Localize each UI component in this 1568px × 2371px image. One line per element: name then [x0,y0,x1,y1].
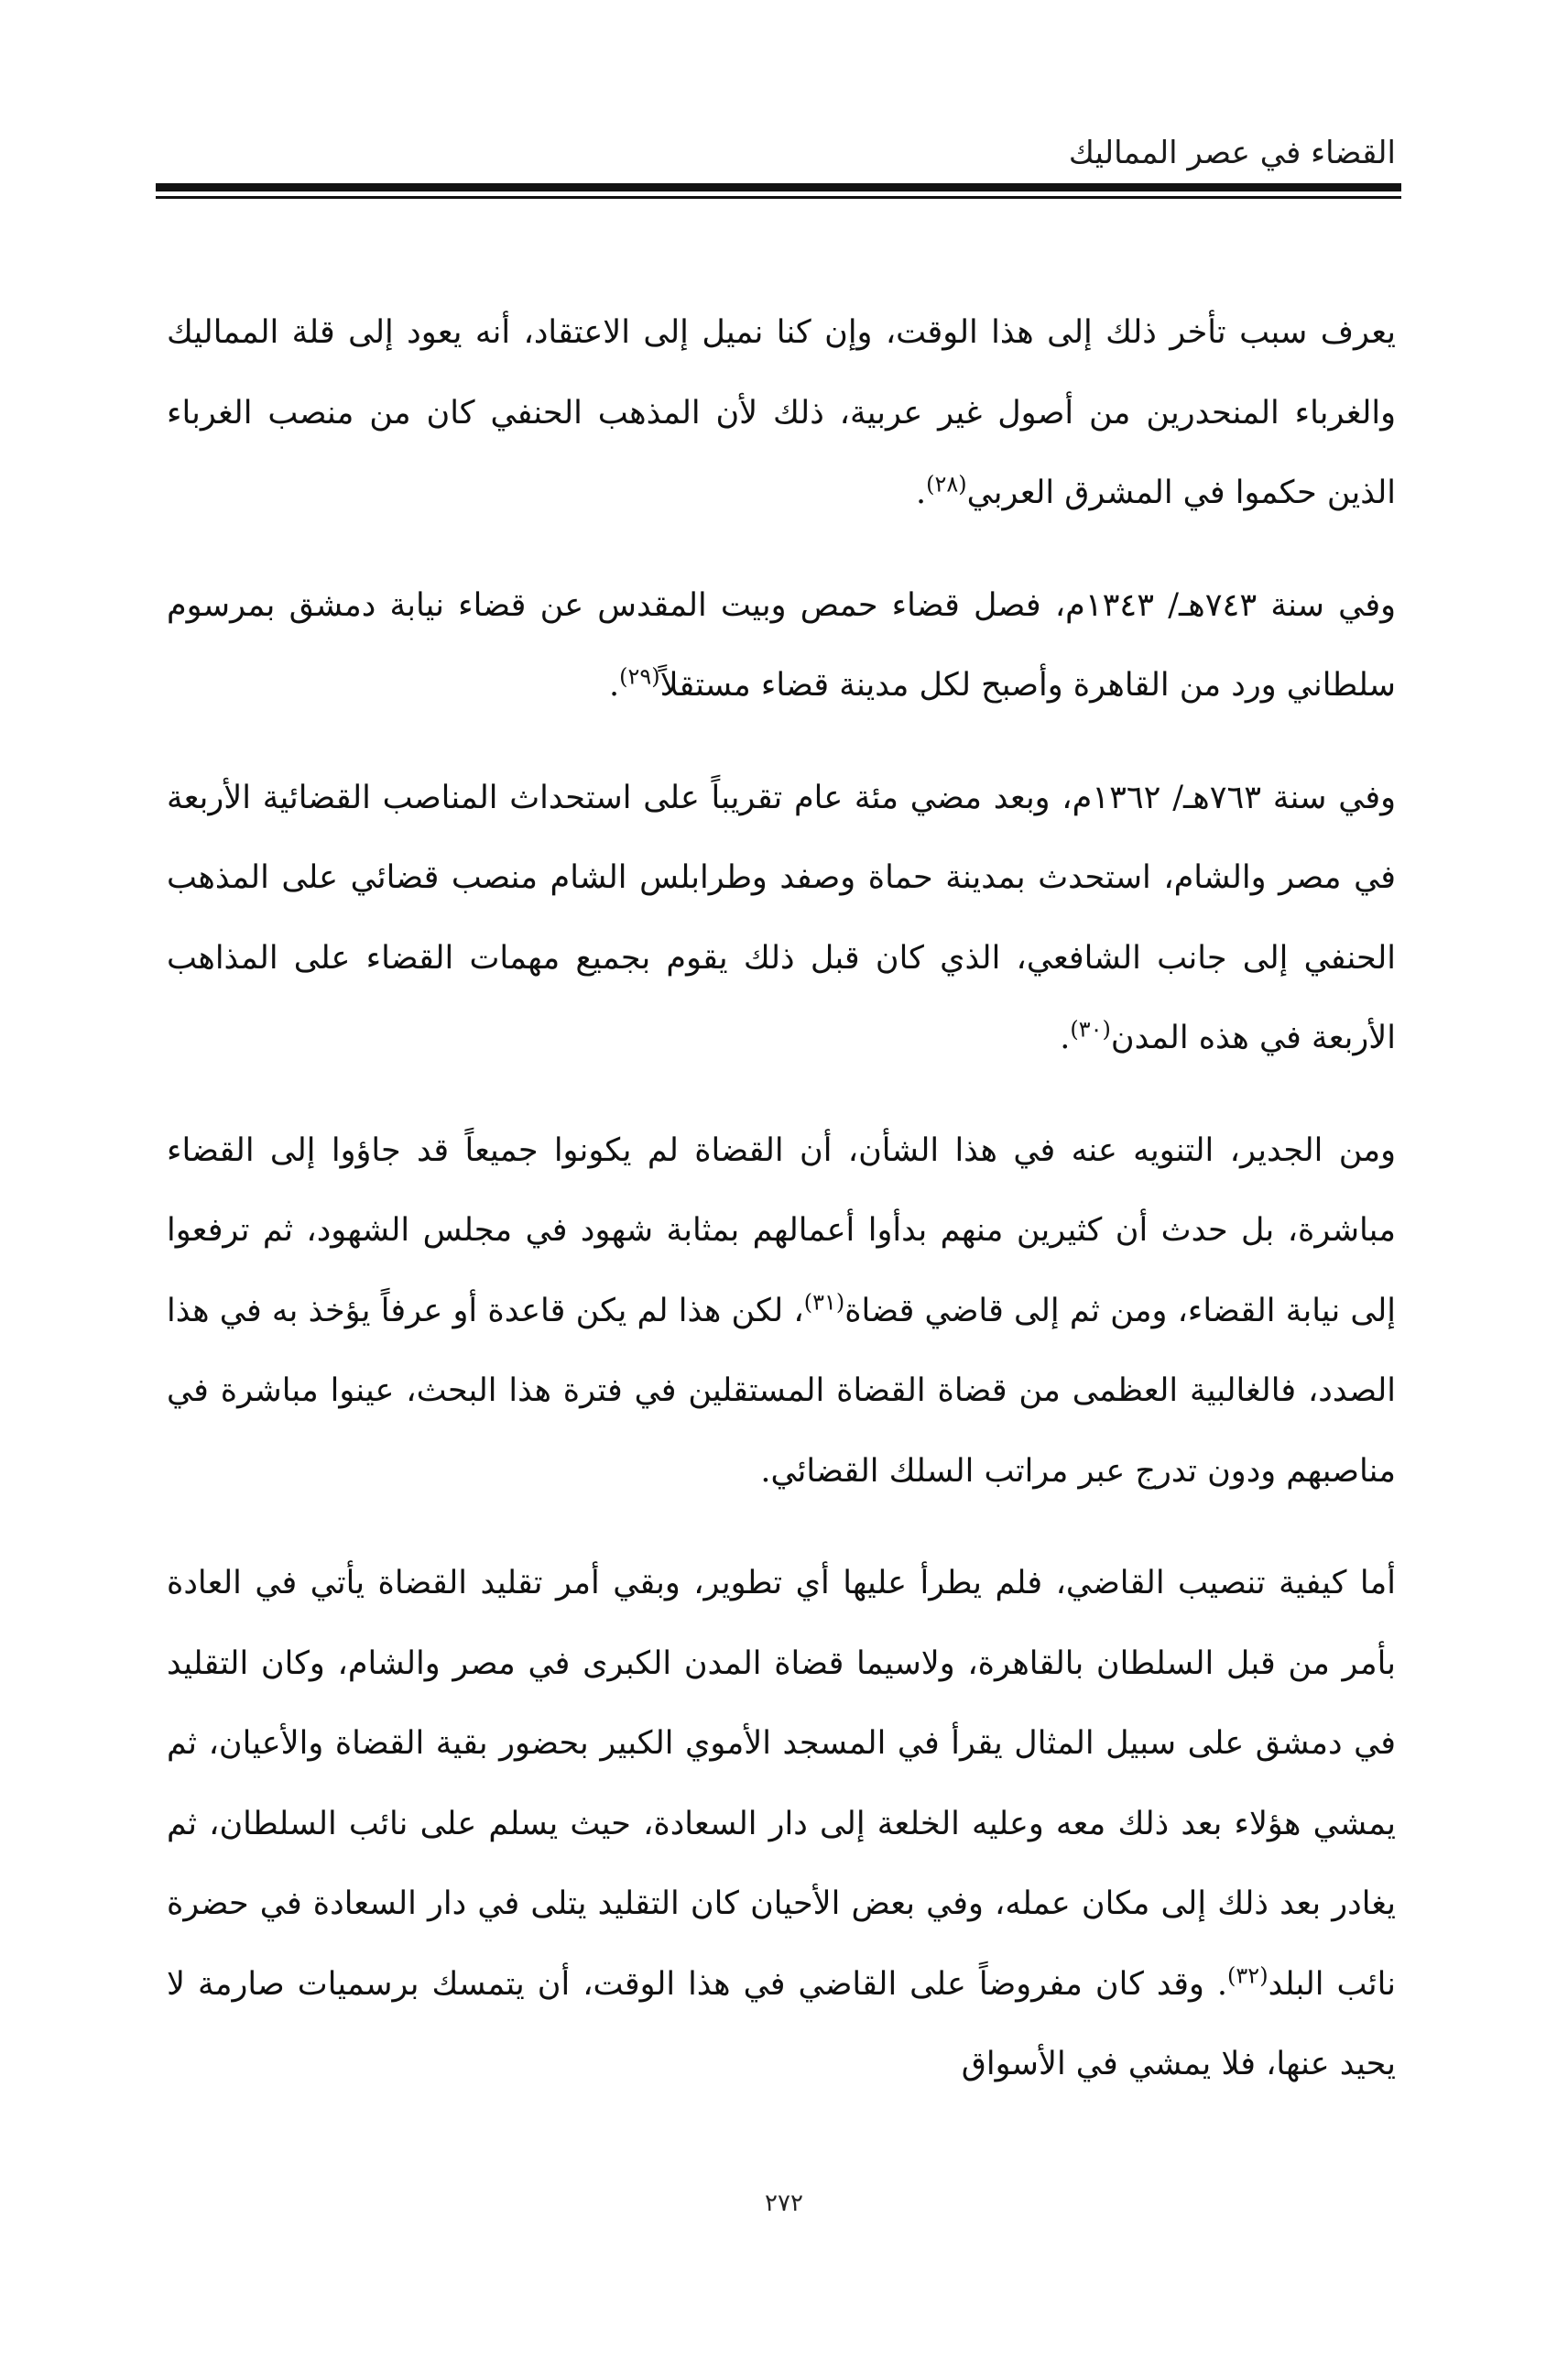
paragraph [167,1111,1396,1513]
footnote-marker: (٣٢) [1227,1961,1269,1988]
paragraph-text: وفي سنة ٧٦٣هـ/ ١٣٦٢م، وبعد مضي مئة عام تقريباً على استحداث المناصب القضائية الأربعة في مصر والشام، استحدث بمدينة حماة وصفد وطرابلس الشام منصب قضائي على المذهب الحنفي إلى جانب الشافعي، الذي كان قبل ذلك يقوم بجميع مهمات القضاء على المذاهب الأربعة في هذه المدن [167,779,1396,1056]
paragraph-text: ومن الجدير، التنويه عنه في هذا الشأن، أن القضاة لم يكونوا جميعاً قد جاؤوا إلى القضاء مباشرة، بل حدث أن كثيرين منهم بدأوا أعمالهم بمثابة شهود في مجلس الشهود، ثم ترفعوا إلى نيابة القضاء، ومن ثم إلى قاضي قضاة [167,1131,1396,1329]
header-rule-thin [156,196,1401,199]
page-number: ٢٧٢ [765,2190,803,2217]
paragraph-tail: ، لكن هذا لم يكن قاعدة أو عرفاً يؤخذ به في هذا الصدد، فالغالبية العظمى من قضاة القضاة المستقلين في فترة هذا البحث، عينوا مباشرة في مناصبهم ودون تدرج عبر مراتب السلك القضائي. [167,1292,1396,1490]
paragraph [167,1544,1396,2105]
footnote-marker: (٢٨) [926,471,967,497]
paragraph-tail: . [608,667,620,704]
paragraph [167,293,1396,534]
paragraph-tail: . [915,475,927,511]
footnote-marker: (٣١) [803,1288,845,1315]
footnote-marker: (٢٩) [619,663,660,690]
paragraph-tail: . [1060,1020,1071,1056]
paragraph [167,759,1396,1079]
paragraph-text: يعرف سبب تأخر ذلك إلى هذا الوقت، وإن كنا نميل إلى الاعتقاد، أنه يعود إلى قلة المماليك والغرباء المنحدرين من أصول غير عربية، ذلك لأن المذهب الحنفي كان من منصب الغرباء الذين حكموا في المشرق العربي [167,314,1396,511]
footnote-marker: (٣٠) [1070,1016,1111,1043]
paragraph-text: أما كيفية تنصيب القاضي، فلم يطرأ عليها أي تطوير، وبقي أمر تقليد القضاة يأتي في العادة بأمر من قبل السلطان بالقاهرة، ولاسيما قضاة المدن الكبرى في مصر والشام، وكان التقليد في دمشق على سبيل المثال يقرأ في المسجد الأموي الكبير بحضور بقية القضاة والأعيان، ثم يمشي هؤلاء بعد ذلك معه وعليه الخلعة إلى دار السعادة، حيث يسلم على نائب السلطان، ثم يغادر بعد ذلك إلى مكان عمله، وفي بعض الأحيان كان التقليد يتلى في دار السعادة في حضرة نائب البلد [167,1565,1396,2003]
running-header: القضاء في عصر المماليك [1068,135,1396,171]
header-rule-thick [156,183,1401,191]
paragraph-text: وفي سنة ٧٤٣هـ/ ١٣٤٣م، فصل قضاء حمص وبيت المقدس عن قضاء نيابة دمشق بمرسوم سلطاني ورد من القاهرة وأصبح لكل مدينة قضاء مستقلاً [167,586,1396,704]
paragraph-tail: . وقد كان مفروضاً على القاضي في هذا الوقت، أن يتمسك برسميات صارمة لا يحيد عنها، فلا يمشي في الأسواق [167,1965,1396,2082]
paragraph [167,566,1396,727]
body-text [167,293,1396,2105]
